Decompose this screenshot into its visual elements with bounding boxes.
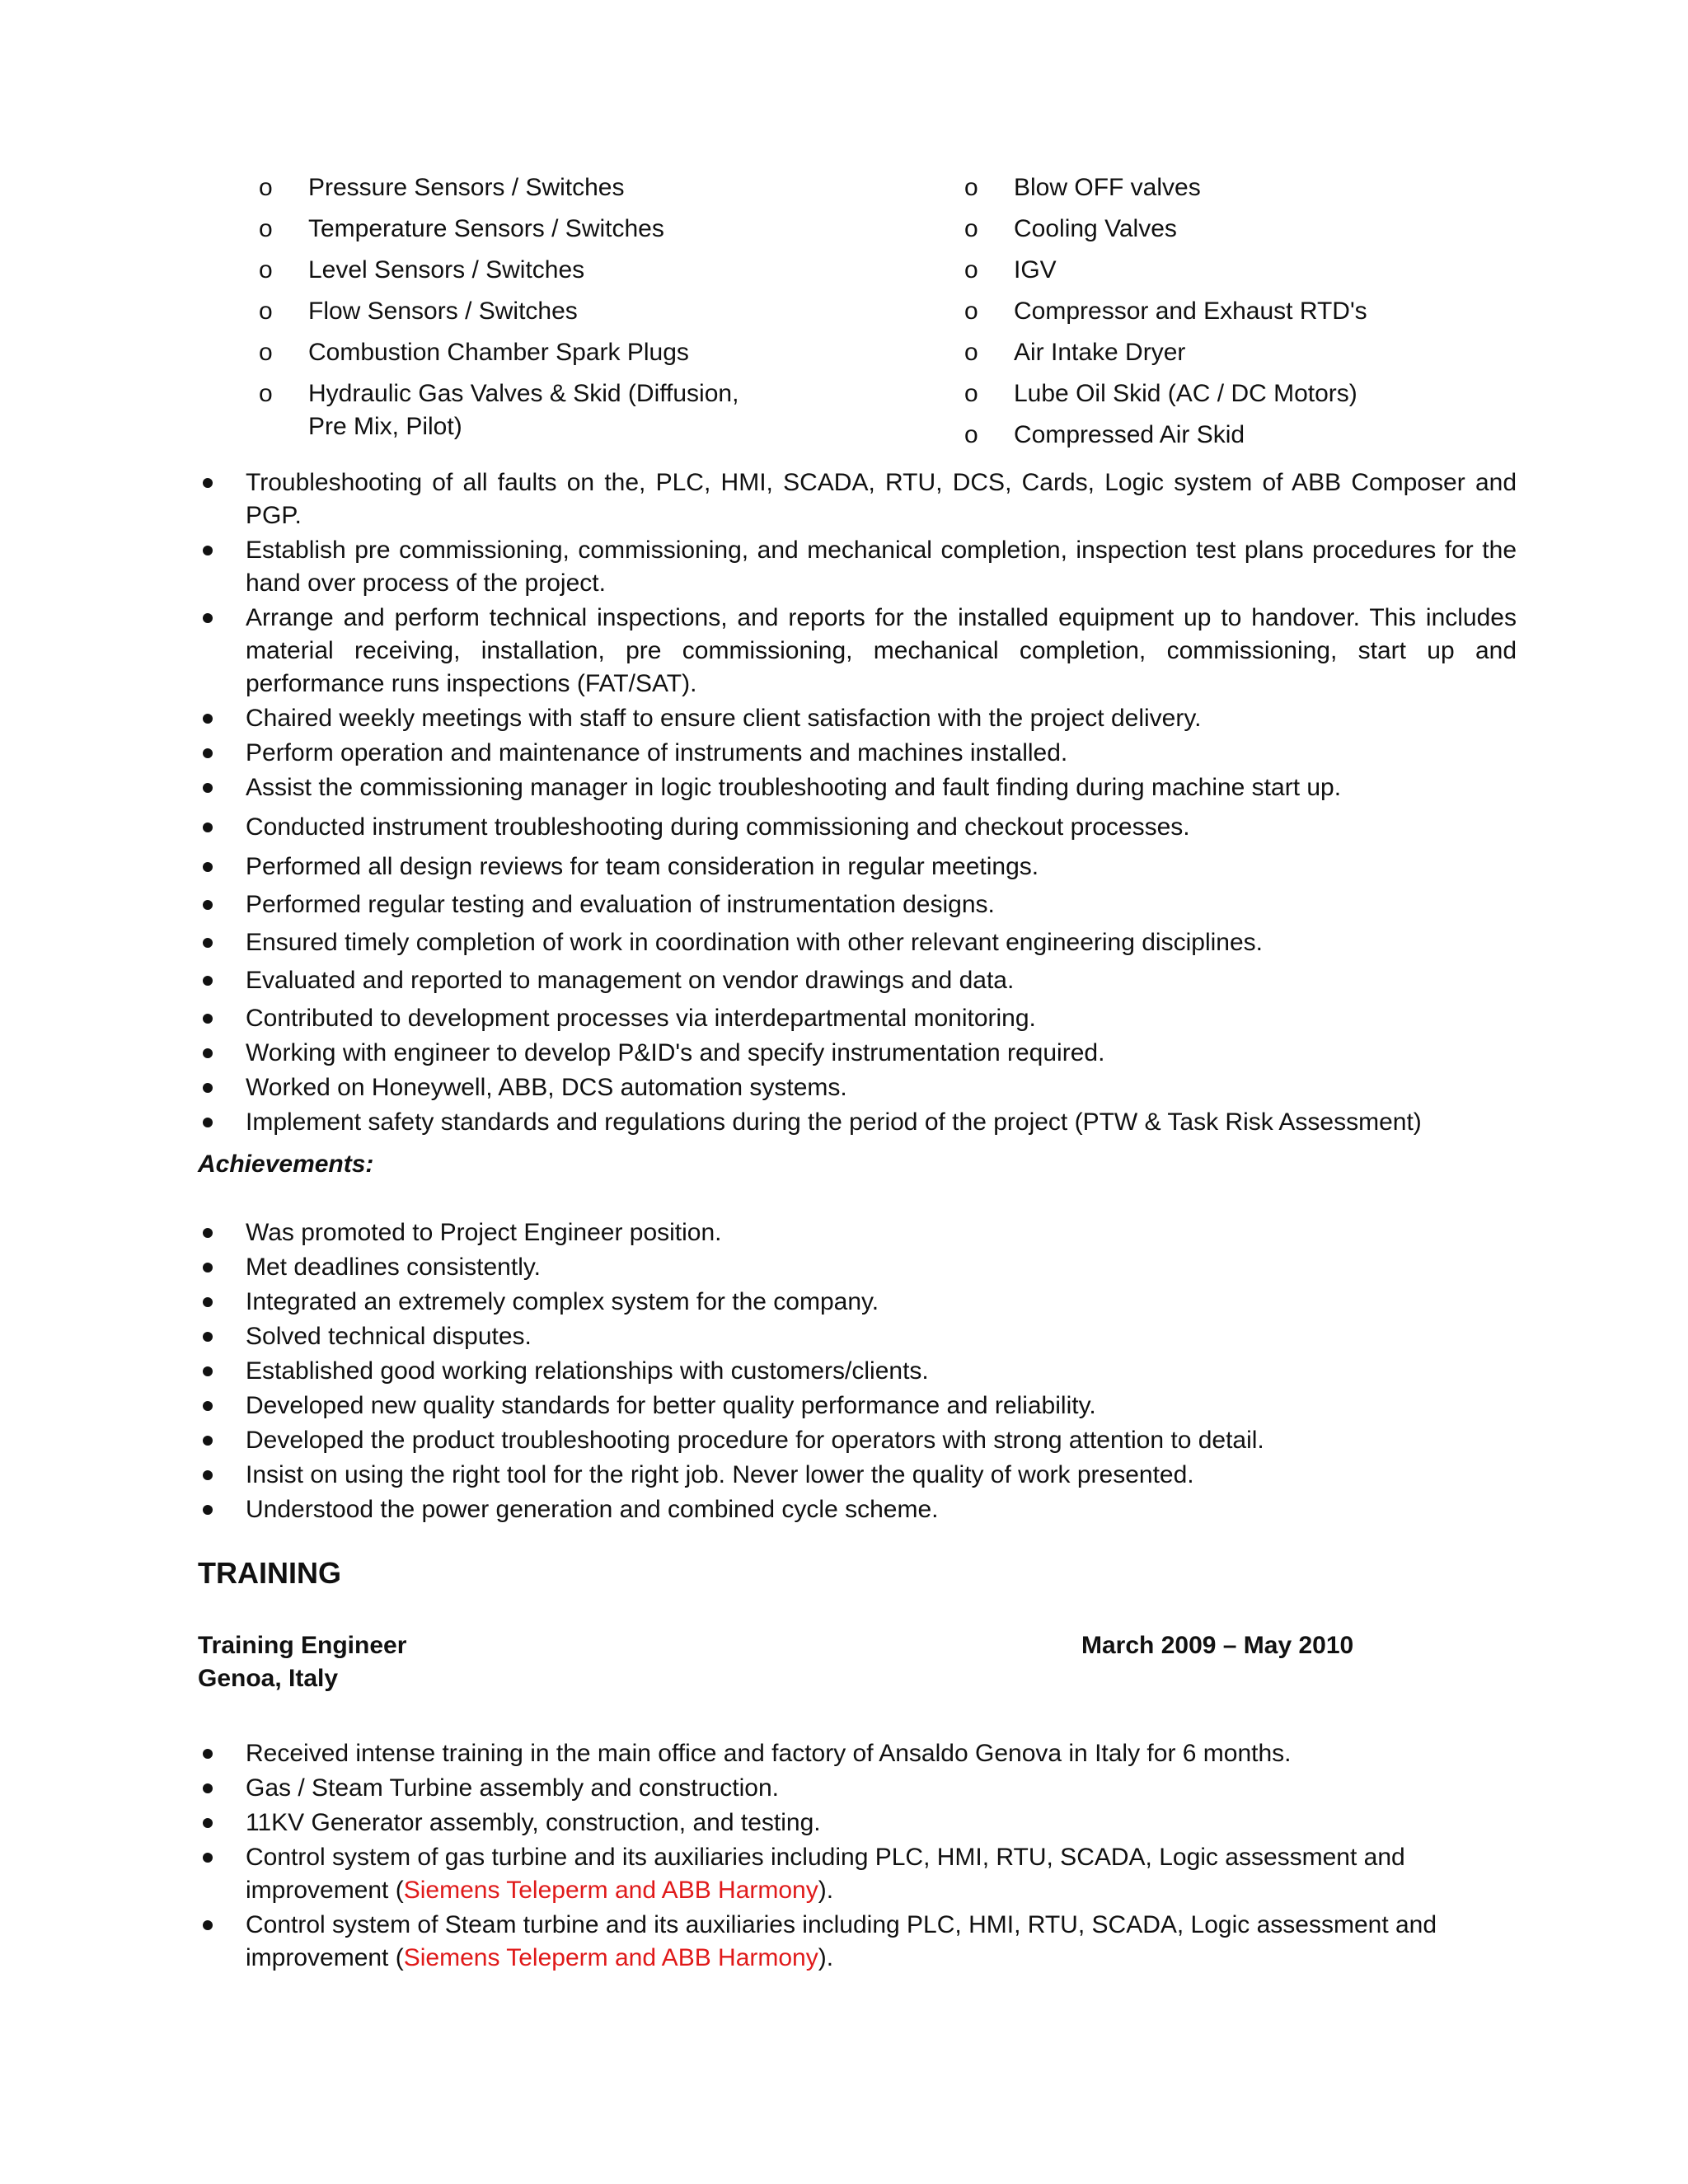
duty-item: Working with engineer to develop P&ID's and specify instrumentation required. [198, 1037, 1517, 1070]
training-item: Control system of gas turbine and its auxiliaries including PLC, HMI, RTU, SCADA, Logic assessment and improvement (Siemens Teleperm and ABB Harmony). [198, 1841, 1451, 1907]
bullet-icon [203, 862, 213, 872]
highlight-text: Siemens Teleperm and ABB Harmony [403, 1944, 818, 1971]
bullet-icon [203, 1263, 213, 1272]
bullet-icon [203, 783, 213, 793]
sub-list-item: o Flow Sensors / Switches [259, 295, 885, 336]
bullet-icon [203, 1470, 213, 1480]
sub-list-item: o Pressure Sensors / Switches [259, 171, 885, 213]
duty-item: Troubleshooting of all faults on the, PLC, HMI, SCADA, RTU, DCS, Cards, Logic system of ABB Composer and PGP. [198, 466, 1517, 532]
circle-bullet-icon: o [259, 174, 273, 201]
sub-list-item: o Blow OFF valves [964, 171, 1591, 213]
bullet-icon [203, 1048, 213, 1058]
circle-bullet-icon: o [259, 215, 273, 242]
bullet-icon [203, 613, 213, 623]
achievement-item: Was promoted to Project Engineer position. [198, 1216, 1517, 1249]
duty-item: Worked on Honeywell, ABB, DCS automation systems. [198, 1071, 1517, 1104]
bullet-icon [203, 1083, 213, 1093]
training-list [198, 1737, 1451, 1976]
sub-list-item: o Air Intake Dryer [964, 336, 1591, 377]
duty-item: Perform operation and maintenance of instruments and machines installed. [198, 737, 1517, 770]
bullet-icon [203, 1014, 213, 1024]
achievement-item: Developed new quality standards for better quality performance and reliability. [198, 1390, 1517, 1422]
sub-list-item: o Compressed Air Skid [964, 419, 1591, 460]
achievement-item: Integrated an extremely complex system for the company. [198, 1286, 1517, 1319]
sub-list-item: o Combustion Chamber Spark Plugs [259, 336, 885, 377]
circle-bullet-icon: o [259, 339, 273, 366]
duty-item: Implement safety standards and regulations during the period of the project (PTW & Task Risk Assessment) [198, 1106, 1517, 1139]
duty-item: Evaluated and reported to management on vendor drawings and data. [198, 964, 1517, 997]
achievement-item: Understood the power generation and combined cycle scheme. [198, 1493, 1517, 1526]
sub-list-item: o Hydraulic Gas Valves & Skid (Diffusion, Pre Mix, Pilot) [259, 377, 885, 452]
training-item: 11KV Generator assembly, construction, and testing. [198, 1807, 1451, 1840]
circle-bullet-icon: o [964, 298, 978, 325]
job-location: Genoa, Italy [198, 1665, 339, 1692]
circle-bullet-icon: o [964, 339, 978, 366]
bullet-icon [203, 1228, 213, 1238]
circle-bullet-icon: o [964, 380, 978, 407]
bullet-icon [203, 748, 213, 758]
bullet-icon [203, 1436, 213, 1446]
bullet-icon [203, 823, 213, 832]
duty-item: Chaired weekly meetings with staff to ensure client satisfaction with the project delivery. [198, 702, 1517, 735]
circle-bullet-icon: o [259, 298, 273, 325]
bullet-icon [203, 478, 213, 488]
bullet-icon [203, 1366, 213, 1376]
circle-bullet-icon: o [964, 174, 978, 201]
duties-list [198, 466, 1517, 1141]
sub-list-item: o Level Sensors / Switches [259, 254, 885, 295]
sub-list-left-column [259, 171, 885, 452]
training-item: Received intense training in the main office and factory of Ansaldo Genova in Italy for 6 months. [198, 1737, 1451, 1770]
bullet-icon [203, 1783, 213, 1793]
job-title: Training Engineer [198, 1632, 407, 1659]
bullet-icon [203, 1818, 213, 1828]
bullet-icon [203, 1920, 213, 1930]
circle-bullet-icon: o [964, 256, 978, 284]
bullet-icon [203, 938, 213, 948]
circle-bullet-icon: o [259, 256, 273, 284]
duty-item: Performed all design reviews for team consideration in regular meetings. [198, 851, 1517, 883]
circle-bullet-icon: o [964, 421, 978, 448]
bullet-icon [203, 900, 213, 910]
bullet-icon [203, 976, 213, 986]
achievements-list [198, 1216, 1517, 1528]
duty-item: Establish pre commissioning, commissioning, and mechanical completion, inspection test plans procedures for the hand over process of the project. [198, 534, 1517, 600]
bullet-icon [203, 1401, 213, 1411]
sub-list-item: o Compressor and Exhaust RTD's [964, 295, 1591, 336]
duty-item: Contributed to development processes via interdepartmental monitoring. [198, 1002, 1517, 1035]
bullet-icon [203, 1118, 213, 1127]
bullet-icon [203, 714, 213, 724]
bullet-icon [203, 1332, 213, 1342]
achievement-item: Met deadlines consistently. [198, 1251, 1517, 1284]
training-item: Gas / Steam Turbine assembly and construction. [198, 1772, 1451, 1805]
highlight-text: Siemens Teleperm and ABB Harmony [403, 1877, 818, 1904]
achievement-item: Developed the product troubleshooting procedure for operators with strong attention to detail. [198, 1424, 1517, 1457]
duty-item: Arrange and perform technical inspections, and reports for the installed equipment up to handover. This includes material receiving, installation, pre commissioning, mechanical completion, commissioning, start up and performance runs inspections (FAT/SAT). [198, 602, 1517, 701]
bullet-icon [203, 1853, 213, 1863]
sub-list-right-column [964, 171, 1591, 460]
achievement-item: Insist on using the right tool for the right job. Never lower the quality of work presented. [198, 1459, 1517, 1492]
sub-list-item: o Cooling Valves [964, 213, 1591, 254]
sub-list-item: o IGV [964, 254, 1591, 295]
duty-item: Assist the commissioning manager in logic troubleshooting and fault finding during machine start up. [198, 771, 1517, 804]
bullet-icon [203, 1749, 213, 1759]
duty-item: Ensured timely completion of work in coordination with other relevant engineering disciplines. [198, 926, 1517, 959]
achievement-item: Solved technical disputes. [198, 1320, 1517, 1353]
training-heading: TRAINING [198, 1556, 341, 1590]
circle-bullet-icon: o [964, 215, 978, 242]
sub-list-item: o Temperature Sensors / Switches [259, 213, 885, 254]
achievement-item: Established good working relationships with customers/clients. [198, 1355, 1517, 1388]
circle-bullet-icon: o [259, 380, 273, 407]
sub-list-item: o Lube Oil Skid (AC / DC Motors) [964, 377, 1591, 419]
duty-item: Performed regular testing and evaluation of instrumentation designs. [198, 888, 1517, 921]
bullet-icon [203, 1297, 213, 1307]
bullet-icon [203, 1505, 213, 1515]
duty-item: Conducted instrument troubleshooting during commissioning and checkout processes. [198, 811, 1517, 844]
achievements-heading: Achievements: [198, 1151, 374, 1178]
bullet-icon [203, 546, 213, 555]
job-dates: March 2009 – May 2010 [1081, 1632, 1354, 1659]
training-item: Control system of Steam turbine and its auxiliaries including PLC, HMI, RTU, SCADA, Logic assessment and improvement (Siemens Teleperm and ABB Harmony). [198, 1909, 1451, 1975]
